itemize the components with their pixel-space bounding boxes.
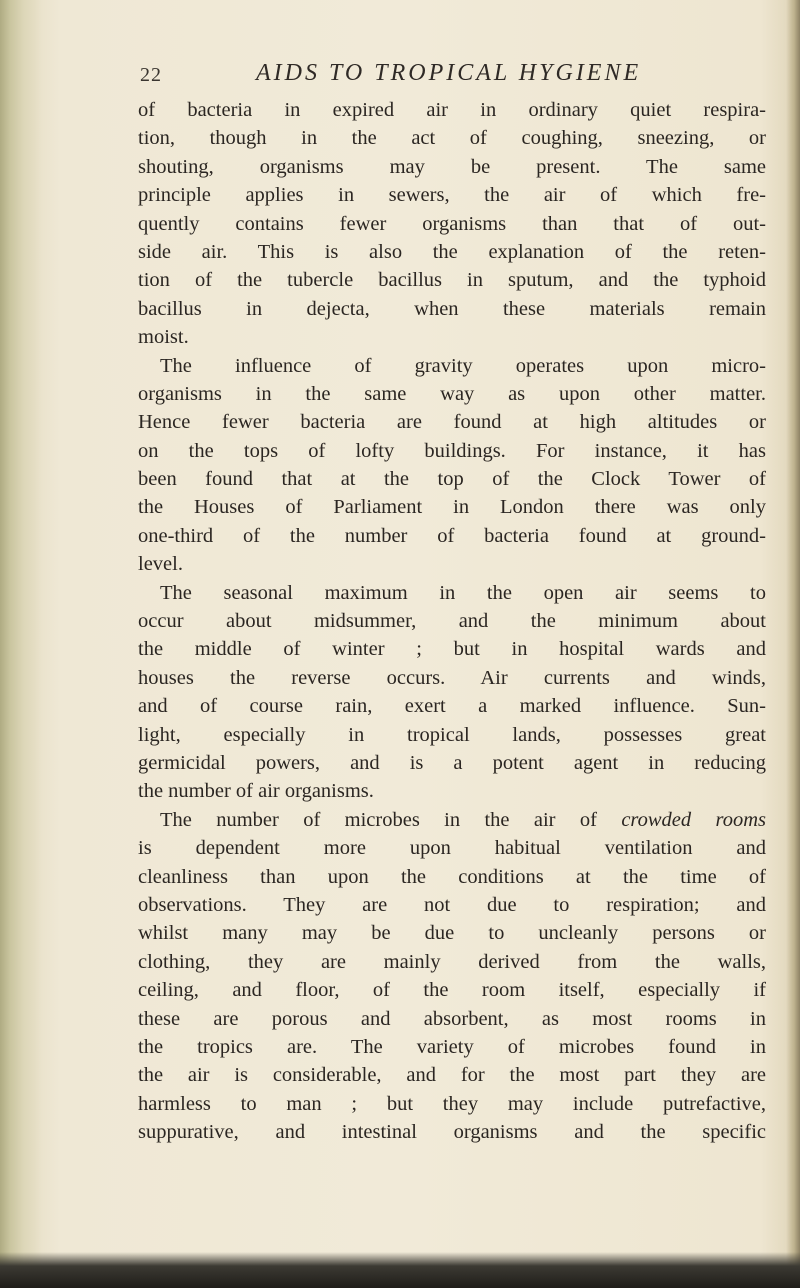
paragraph-first-line: The seasonal maximum in the open air seems to bbox=[160, 581, 766, 604]
page-bottom-edge bbox=[0, 1252, 800, 1288]
text-line: suppurative, and intestinal organisms and the specific bbox=[138, 1121, 766, 1144]
text-line: the air is considerable, and for the most part they are bbox=[138, 1064, 766, 1087]
text-line: moist. bbox=[138, 326, 189, 349]
text-line: been found that at the top of the Clock Tower of bbox=[138, 468, 766, 491]
text-line: on the tops of lofty buildings. For instance, it has bbox=[138, 439, 766, 462]
text-line: principle applies in sewers, the air of which fre- bbox=[138, 184, 766, 207]
text-line: tion, though in the act of coughing, sneezing, or bbox=[138, 127, 766, 150]
body-text bbox=[138, 96, 766, 1146]
text-segment: The number of microbes in the air of bbox=[160, 808, 597, 831]
text-line: light, especially in tropical lands, possesses great bbox=[138, 723, 766, 746]
text-line: occur about midsummer, and the minimum about bbox=[138, 610, 766, 633]
text-line: level. bbox=[138, 553, 183, 576]
text-line: harmless to man ; but they may include putrefactive, bbox=[138, 1092, 766, 1115]
text-line: quently contains fewer organisms than that of out- bbox=[138, 212, 766, 235]
paragraph-first-line: The influence of gravity operates upon micro- bbox=[160, 354, 766, 377]
text-line: shouting, organisms may be present. The same bbox=[138, 155, 766, 178]
text-line: these are porous and absorbent, as most rooms in bbox=[138, 1007, 766, 1030]
text-line: whilst many may be due to uncleanly persons or bbox=[138, 922, 766, 945]
paragraph-first-line bbox=[138, 806, 766, 834]
text-line: and of course rain, exert a marked influence. Sun- bbox=[138, 695, 766, 718]
page-gutter-shadow bbox=[0, 0, 42, 1288]
running-head-title: AIDS TO TROPICAL HYGIENE bbox=[256, 60, 642, 86]
text-line: houses the reverse occurs. Air currents and winds, bbox=[138, 666, 766, 689]
running-header bbox=[140, 60, 700, 94]
text-line: Hence fewer bacteria are found at high altitudes or bbox=[138, 411, 766, 434]
text-line: observations. They are not due to respiration; and bbox=[138, 893, 766, 916]
text-line: of bacteria in expired air in ordinary quiet respira- bbox=[138, 99, 766, 121]
text-line: is dependent more upon habitual ventilation and bbox=[138, 837, 766, 860]
text-line: tion of the tubercle bacillus in sputum, and the typhoid bbox=[138, 269, 766, 292]
italic-phrase: crowded rooms bbox=[621, 808, 767, 831]
text-line: the middle of winter ; but in hospital wards and bbox=[138, 638, 766, 661]
text-line: clothing, they are mainly derived from the walls, bbox=[138, 950, 766, 973]
text-line: the tropics are. The variety of microbes found in bbox=[138, 1035, 766, 1058]
text-line: the Houses of Parliament in London there was only bbox=[138, 496, 766, 519]
text-line: bacillus in dejecta, when these materials remain bbox=[138, 297, 766, 320]
text-line: organisms in the same way as upon other matter. bbox=[138, 382, 766, 405]
text-line: side air. This is also the explanation of the reten- bbox=[138, 240, 766, 263]
page-number: 22 bbox=[140, 64, 162, 86]
text-line: germicidal powers, and is a potent agent in reducing bbox=[138, 751, 766, 774]
text-line: the number of air organisms. bbox=[138, 780, 374, 803]
text-line: cleanliness than upon the conditions at the time of bbox=[138, 865, 766, 888]
text-line: ceiling, and floor, of the room itself, especially if bbox=[138, 979, 766, 1002]
page-right-edge bbox=[786, 0, 800, 1288]
text-line: one-third of the number of bacteria found at ground- bbox=[138, 524, 766, 547]
